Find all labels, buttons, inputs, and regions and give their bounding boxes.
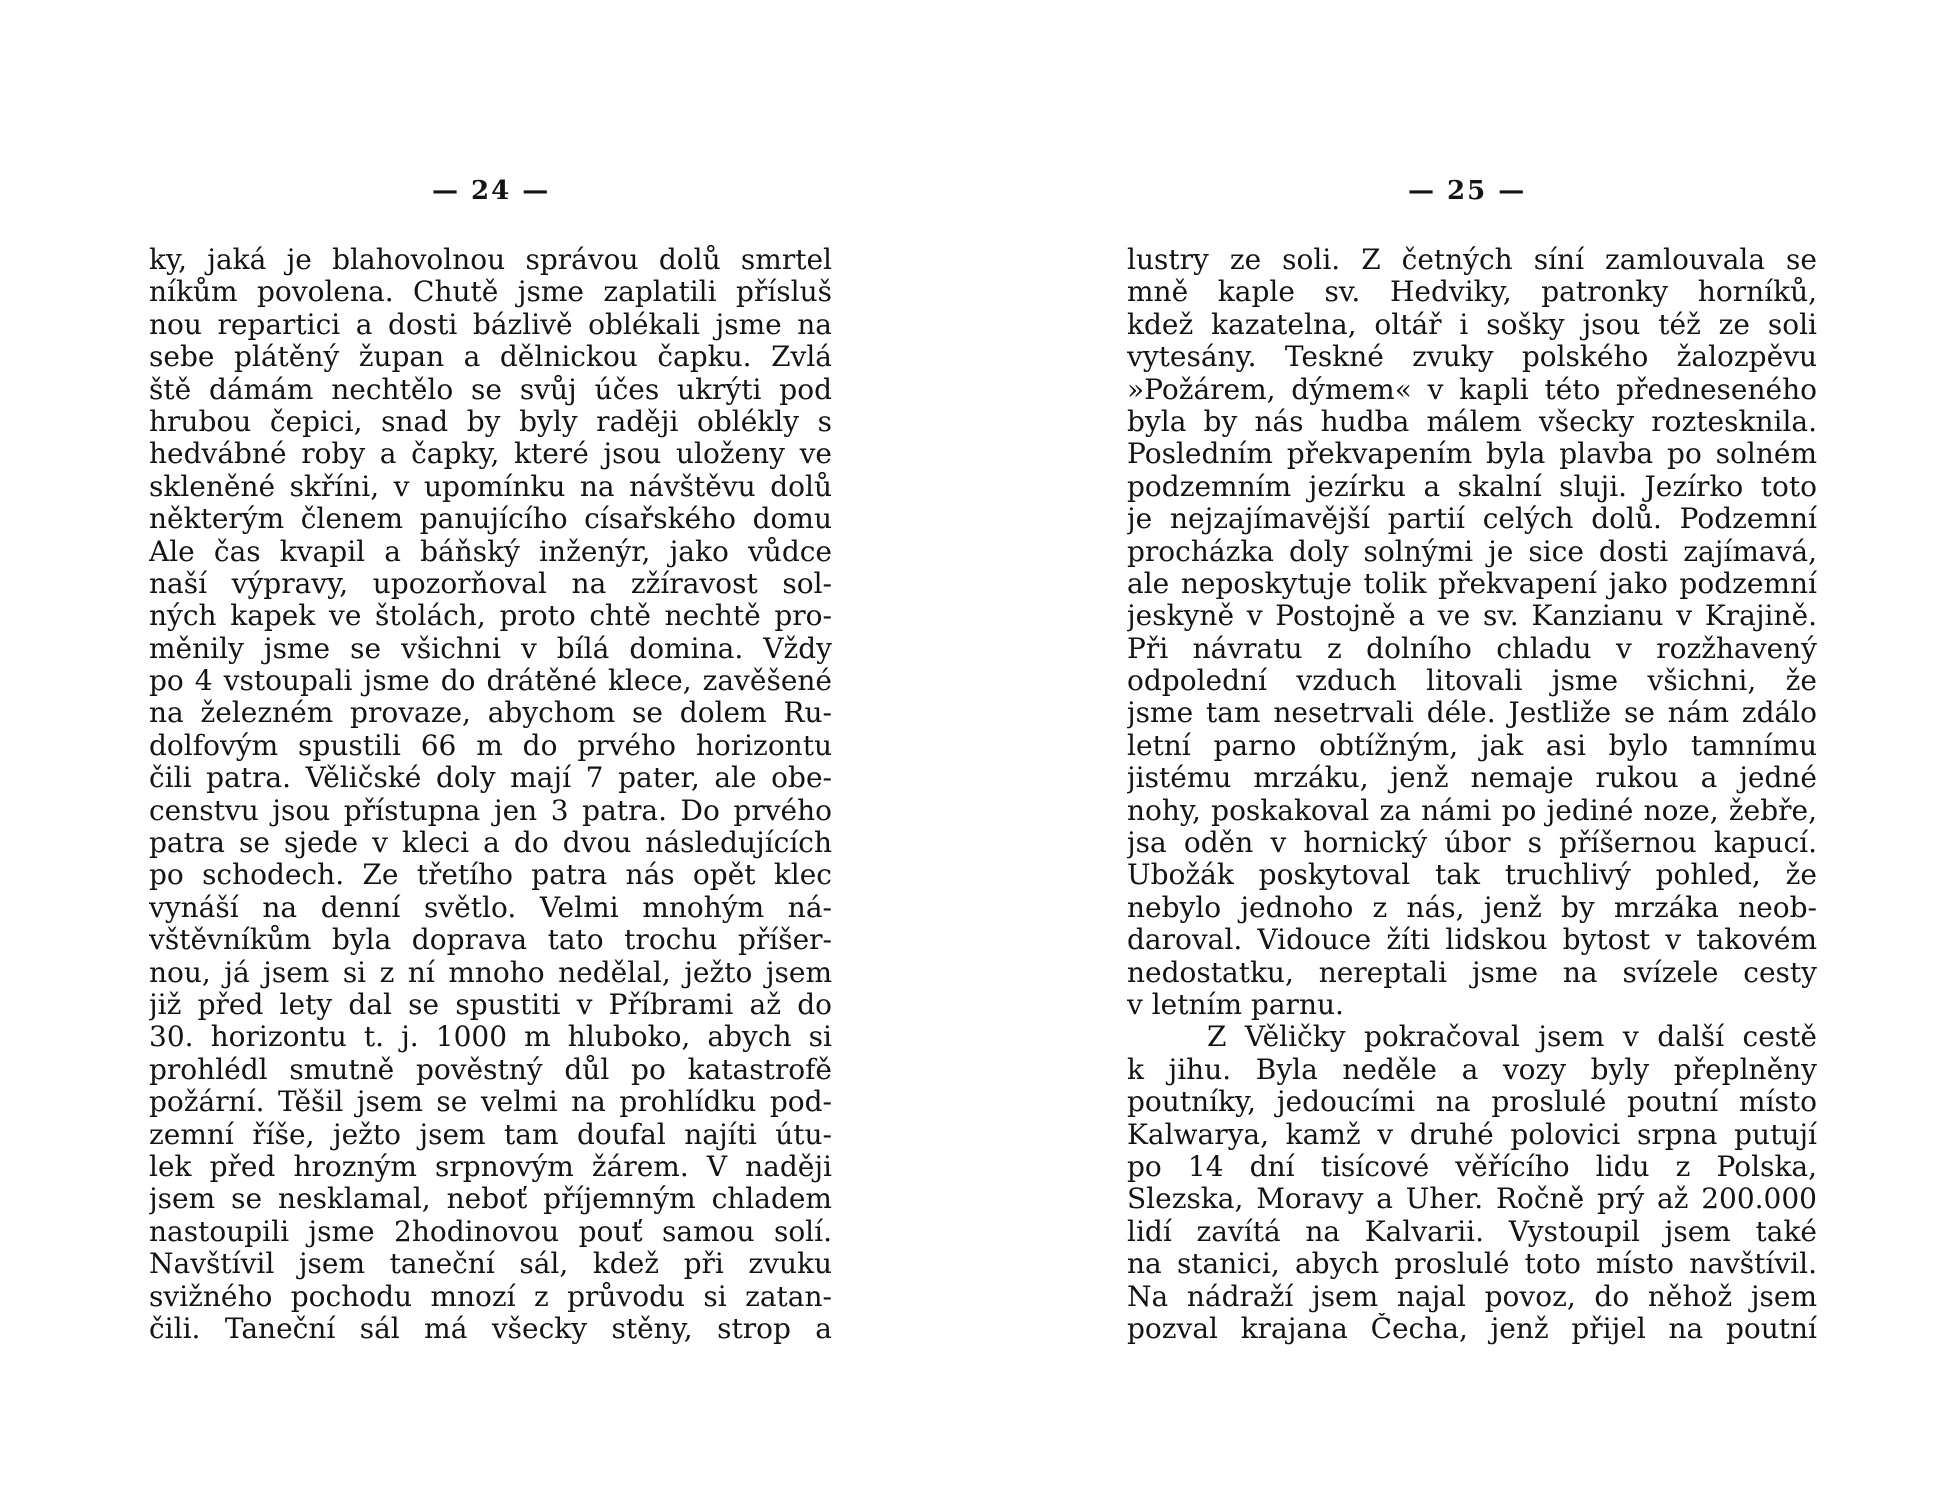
text-line: Posledním překvapením byla plavba po solném bbox=[1127, 438, 1817, 471]
text-line: procházka doly solnými je sice dosti zajímavá, bbox=[1127, 535, 1817, 568]
text-line: vytesány. Teskné zvuky polského žalozpěvu bbox=[1127, 341, 1817, 374]
text-line: prohlédl smutně pověstný důl po katastrofě bbox=[149, 1053, 832, 1086]
text-line: patra se sjede v kleci a do dvou následujících bbox=[149, 827, 832, 860]
text-line: je nejzajímavější partií celých dolů. Podzemní bbox=[1127, 503, 1817, 536]
text-line: vštěvníkům byla doprava tato trochu příšer- bbox=[149, 924, 832, 957]
text-line: jeskyně v Postojně a ve sv. Kanzianu v Krajině. bbox=[1127, 600, 1817, 633]
text-line: čili patra. Věličské doly mají 7 pater, ale obe- bbox=[149, 762, 832, 795]
page-number: — 25 — bbox=[1408, 176, 1527, 206]
text-line: nohy, poskakoval za námi po jediné noze, žebře, bbox=[1127, 794, 1817, 827]
text-line: ky, jaká je blahovolnou správou dolů smrtel bbox=[149, 244, 832, 276]
text-line: pozval krajana Čecha, jenž přijel na poutní bbox=[1127, 1312, 1817, 1345]
text-line: podzemním jezírku a skalní sluji. Jezírko toto bbox=[1127, 470, 1817, 503]
right-page bbox=[975, 0, 1950, 1500]
text-line: Navštívil jsem taneční sál, kdež při zvuku bbox=[149, 1248, 832, 1281]
text-line: jsem se nesklamal, neboť příjemným chladem bbox=[149, 1183, 832, 1216]
text-line: mně kaple sv. Hedviky, patronky horníků, bbox=[1127, 276, 1817, 309]
text-line: po 4 vstoupali jsme do drátěné klece, zavěšené bbox=[149, 665, 832, 698]
text-line: ště dámám nechtělo se svůj účes ukrýti pod bbox=[149, 373, 832, 406]
body-text bbox=[1127, 244, 1817, 1345]
text-line: odpolední vzduch litovali jsme všichni, že bbox=[1127, 665, 1817, 698]
text-line: nou, já jsem si z ní mnoho nedělal, ježto jsem bbox=[149, 956, 832, 989]
text-line: Slezska, Moravy a Uher. Ročně prý až 200.000 bbox=[1127, 1183, 1817, 1216]
text-line: hrubou čepici, snad by byly raději oblékly s bbox=[149, 405, 832, 438]
text-line: Na nádraží jsem najal povoz, do něhož jsem bbox=[1127, 1280, 1817, 1313]
text-line: skleněné skříni, v upomínku na návštěvu dolů bbox=[149, 470, 832, 503]
text-line: jsme tam nesetrvali déle. Jestliže se nám zdálo bbox=[1127, 697, 1817, 730]
text-line: po schodech. Ze třetího patra nás opět klec bbox=[149, 859, 832, 892]
text-line: Ale čas kvapil a báňský inženýr, jako vůdce bbox=[149, 535, 832, 568]
text-line: Při návratu z dolního chladu v rozžhavený bbox=[1127, 632, 1817, 665]
text-line: Z Věličky pokračoval jsem v další cestě bbox=[1207, 1021, 1817, 1054]
text-line: níkům povolena. Chutě jsme zaplatili přísluš bbox=[149, 276, 832, 309]
text-line: k jihu. Byla neděle a vozy byly přeplněny bbox=[1127, 1053, 1817, 1086]
page-number: — 24 — bbox=[432, 176, 551, 206]
text-line: svižného pochodu mnozí z průvodu si zatan- bbox=[149, 1280, 832, 1313]
text-line: po 14 dní tisícové věřícího lidu z Polska, bbox=[1127, 1150, 1817, 1183]
text-line: letní parno obtížným, jak asi bylo tamnímu bbox=[1127, 729, 1817, 762]
text-line: nastoupili jsme 2hodinovou pouť samou solí. bbox=[149, 1215, 832, 1248]
text-line: hedvábné roby a čapky, které jsou uloženy ve bbox=[149, 438, 832, 471]
text-line: Ubožák poskytoval tak truchlivý pohled, že bbox=[1127, 859, 1817, 892]
text-line: zemní říše, ježto jsem tam doufal najíti útu- bbox=[149, 1118, 832, 1151]
text-line: byla by nás hudba málem všecky roztesknila. bbox=[1127, 405, 1817, 438]
text-line: nedostatku, nereptali jsme na svízele cesty bbox=[1127, 956, 1817, 989]
text-line: sebe plátěný župan a dělnickou čapku. Zvlá bbox=[149, 341, 832, 374]
text-line: 30. horizontu t. j. 1000 m hluboko, abych si bbox=[149, 1021, 832, 1054]
text-line: na železném provaze, abychom se dolem Ru- bbox=[149, 697, 832, 730]
text-line: čili. Taneční sál má všecky stěny, strop a bbox=[149, 1312, 832, 1345]
text-line: daroval. Vidouce žíti lidskou bytost v takovém bbox=[1127, 924, 1817, 957]
text-line: již před lety dal se spustiti v Příbrami až do bbox=[149, 988, 832, 1021]
text-line: lustry ze soli. Z četných síní zamlouvala se bbox=[1127, 244, 1817, 276]
text-line: na stanici, abych proslulé toto místo navštívil. bbox=[1127, 1248, 1817, 1281]
text-line: měnily jsme se všichni v bílá domina. Vždy bbox=[149, 632, 832, 665]
text-line: dolfovým spustili 66 m do prvého horizontu bbox=[149, 729, 832, 762]
text-line: censtvu jsou přístupna jen 3 patra. Do prvého bbox=[149, 794, 832, 827]
text-line: jsa oděn v hornický úbor s příšernou kapucí. bbox=[1127, 827, 1817, 860]
text-line: nou repartici a dosti bázlivě oblékali jsme na bbox=[149, 308, 832, 341]
text-line: »Požárem, dýmem« v kapli této předneseného bbox=[1127, 373, 1817, 406]
text-line: v letním parnu. bbox=[1127, 988, 1344, 1021]
text-line: lek před hrozným srpnovým žárem. V naději bbox=[149, 1150, 832, 1183]
text-line: lidí zavítá na Kalvarii. Vystoupil jsem také bbox=[1127, 1215, 1817, 1248]
body-text bbox=[149, 244, 832, 1345]
text-line: Kalwarya, kamž v druhé polovici srpna putují bbox=[1127, 1118, 1817, 1151]
text-line: poutníky, jedoucími na proslulé poutní místo bbox=[1127, 1086, 1817, 1119]
text-line: nebylo jednoho z nás, jenž by mrzáka neob- bbox=[1127, 891, 1817, 924]
text-line: ných kapek ve štolách, proto chtě nechtě pro- bbox=[149, 600, 832, 633]
text-line: některým členem panujícího císařského domu bbox=[149, 503, 832, 536]
text-line: vynáší na denní světlo. Velmi mnohým ná- bbox=[149, 891, 832, 924]
text-line: jistému mrzáku, jenž nemaje rukou a jedné bbox=[1127, 762, 1817, 795]
text-line: kdež kazatelna, oltář i sošky jsou též ze soli bbox=[1127, 308, 1817, 341]
text-line: ale neposkytuje tolik překvapení jako podzemní bbox=[1127, 567, 1817, 600]
text-line: požární. Těšil jsem se velmi na prohlídku pod- bbox=[149, 1086, 832, 1119]
text-line: naší výpravy, upozorňoval na zžíravost sol- bbox=[149, 567, 832, 600]
